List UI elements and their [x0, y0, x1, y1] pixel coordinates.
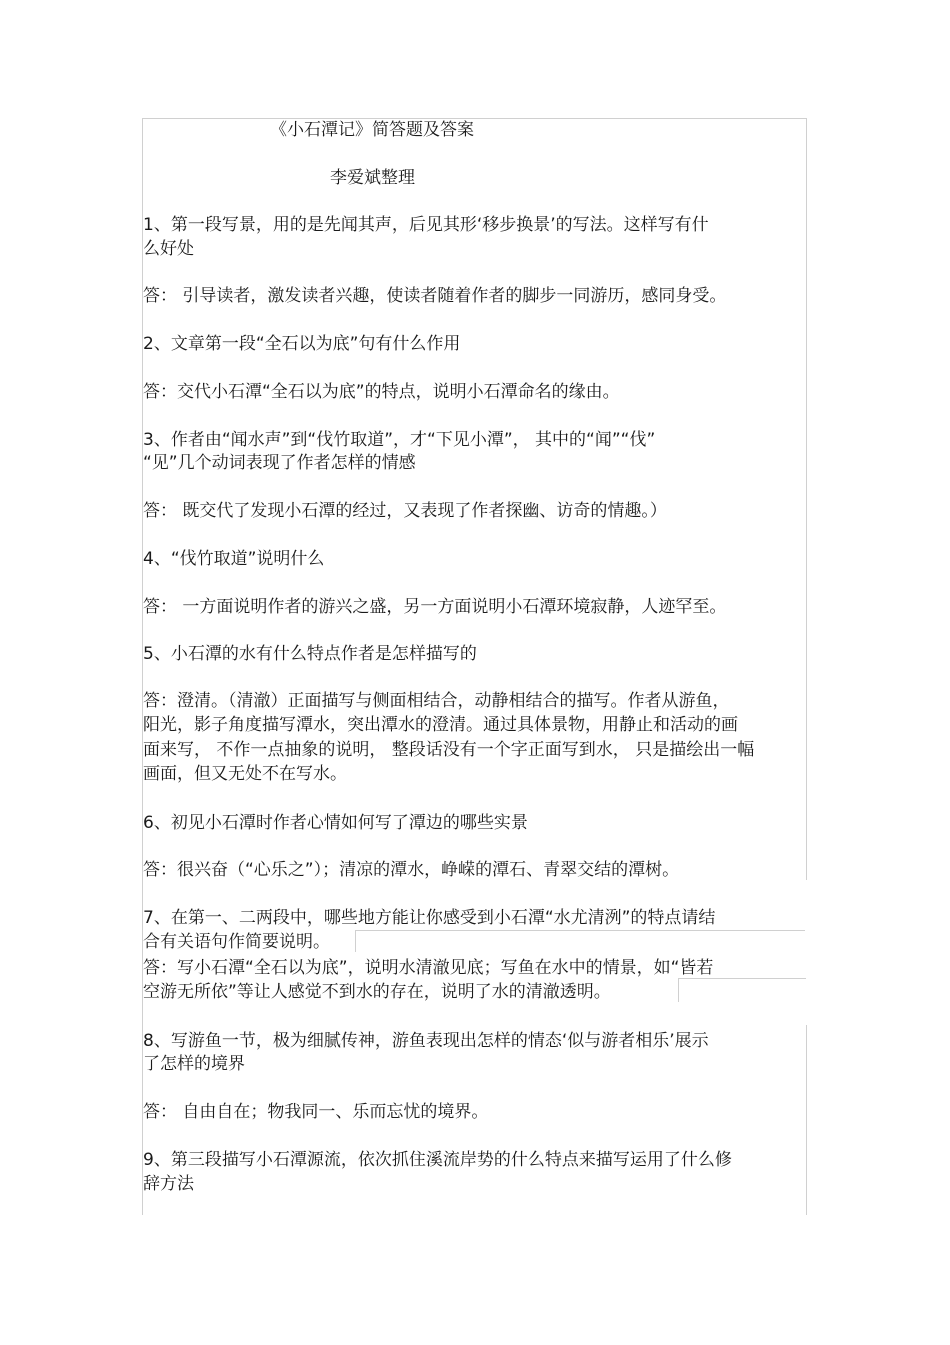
a6: 答：很兴奋（“心乐之”）；清凉的潭水，峥嵘的潭石、青翠交结的潭树。: [143, 860, 680, 880]
q9-line1: 9、第三段描写小石潭源流，依次抓住溪流岸势的什么特点来描写运用了什么修: [143, 1150, 732, 1170]
frame-box-a-left: [355, 930, 356, 952]
a5-line3: 面来写， 不作一点抽象的说明， 整段话没有一个字正面写到水， 只是描绘出一幅: [143, 740, 755, 760]
a5-line2: 阳光，影子角度描写潭水，突出潭水的澄清。通过具体景物，用静止和活动的画: [143, 715, 738, 735]
q4: 4、“伐竹取道”说明什么: [143, 549, 325, 569]
q1-line1: 1、第一段写景，用的是先闻其声，后见其形‘移步换景’的写法。这样写有什: [143, 215, 709, 235]
q1-line2: 么好处: [143, 239, 194, 259]
a3: 答： 既交代了发现小石潭的经过，又表现了作者探幽、访奇的情趣。）: [143, 501, 667, 521]
a2: 答：交代小石潭“全石以为底”的特点，说明小石潭命名的缘由。: [143, 382, 620, 402]
frame-top: [142, 118, 807, 119]
a5-line4: 画面，但又无处不在写水。: [143, 764, 347, 784]
document-author: 李爱斌整理: [330, 168, 415, 188]
a5-line1: 答：澄清。（清澈）正面描写与侧面相结合，动静相结合的描写。作者从游鱼，: [143, 691, 730, 711]
a7-line2: 空游无所依”等让人感觉不到水的存在，说明了水的清澈透明。: [143, 982, 611, 1002]
frame-right-upper: [806, 118, 807, 880]
q7-line2: 合有关语句作简要说明。: [143, 932, 330, 952]
a4: 答： 一方面说明作者的游兴之盛，另一方面说明小石潭环境寂静，人迹罕至。: [143, 597, 727, 617]
q9-line2: 辞方法: [143, 1174, 194, 1194]
frame-box-b-left: [678, 978, 679, 1002]
a7-line1: 答：写小石潭“全石以为底”，说明水清澈见底；写鱼在水中的情景，如“皆若: [143, 958, 714, 978]
frame-right-lower: [806, 1025, 807, 1215]
q7-line1: 7、在第一、二两段中，哪些地方能让你感受到小石潭“水尤清洌”的特点请结: [143, 908, 716, 928]
q3-line1: 3、作者由“闻水声”到“伐竹取道”，才“下见小潭”， 其中的“闻”“伐”: [143, 430, 656, 450]
a1: 答： 引导读者，激发读者兴趣，使读者随着作者的脚步一同游历，感同身受。: [143, 286, 727, 306]
q8-line2: 了怎样的境界: [143, 1054, 245, 1074]
frame-box-a: [355, 930, 805, 931]
q8-line1: 8、写游鱼一节，极为细腻传神，游鱼表现出怎样的情态‘似与游者相乐’展示: [143, 1031, 709, 1051]
q5: 5、小石潭的水有什么特点作者是怎样描写的: [143, 644, 477, 664]
a8: 答： 自由自在；物我同一、乐而忘忧的境界。: [143, 1102, 489, 1122]
q6: 6、初见小石潭时作者心情如何写了潭边的哪些实景: [143, 813, 528, 833]
q3-line2: “见”几个动词表现了作者怎样的情感: [143, 453, 416, 473]
q2: 2、文章第一段“全石以为底”句有什么作用: [143, 334, 461, 354]
document-title: 《小石潭记》简答题及答案: [270, 120, 474, 140]
